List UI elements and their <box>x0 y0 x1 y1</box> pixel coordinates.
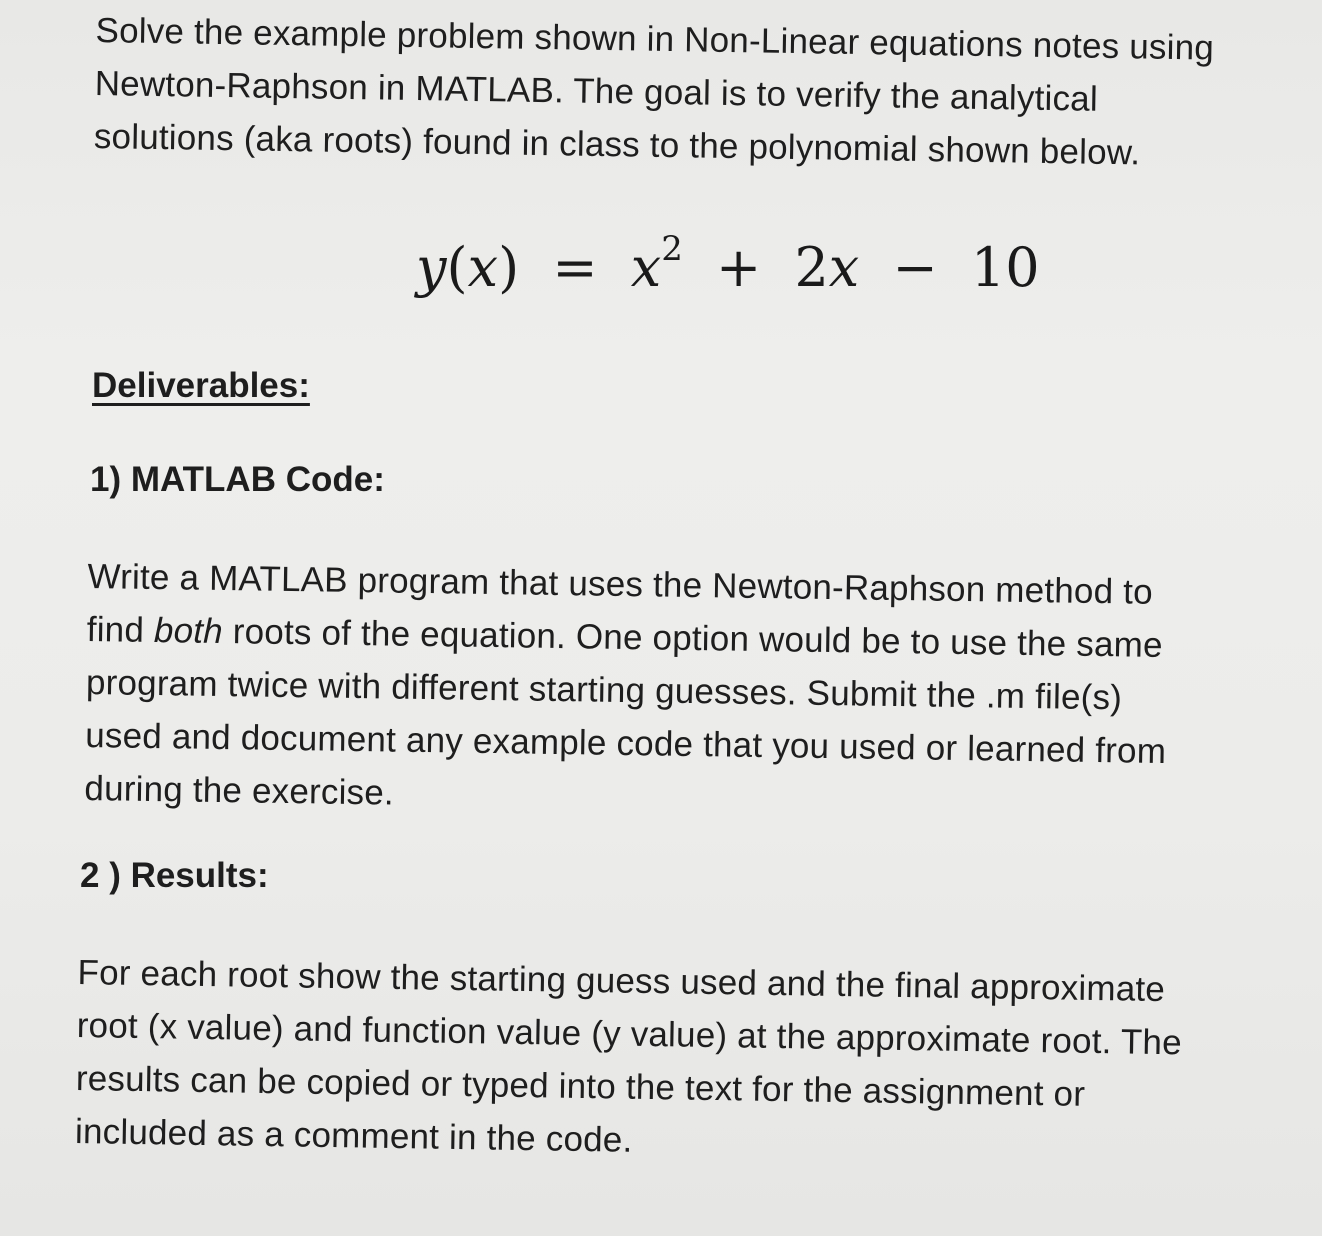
results-line: root (x value) and function value (y value) at the approximate root. The <box>76 1005 1183 1063</box>
equation-open-paren: ( <box>446 236 468 299</box>
equation-equals: = <box>552 236 598 299</box>
results-line: results can be copied or typed into the text for the assignment or <box>75 1058 1086 1114</box>
matlab-code-line: Write a MATLAB program that uses the Newton-Raphson method to <box>87 556 1154 612</box>
equation-constant: 10 <box>970 236 1040 299</box>
matlab-code-paragraph <box>84 550 1169 831</box>
results-line: For each root show the starting guess used and the final approximate <box>77 952 1166 1010</box>
deliverables-heading: Deliverables: <box>92 366 310 405</box>
emphasis-both: both <box>153 610 224 652</box>
results-heading: 2 ) Results: <box>80 856 269 895</box>
intro-line: Solve the example problem shown in Non-Linear equations notes using <box>95 10 1215 68</box>
equation-plus: + <box>716 236 762 299</box>
matlab-code-line: during the exercise. <box>84 768 395 813</box>
equation-lhs-variable: x <box>467 236 499 299</box>
equation-term2-coefficient: 2 <box>794 236 829 299</box>
results-line: included as a comment in the code. <box>74 1111 633 1160</box>
matlab-code-line: used and document any example code that you used or learned from <box>84 715 1167 772</box>
equation-function-name: y <box>416 236 447 299</box>
equation-exponent: 2 <box>661 229 683 269</box>
matlab-code-heading: 1) MATLAB Code: <box>90 460 385 499</box>
results-paragraph <box>75 946 1183 1175</box>
equation-close-paren: ) <box>498 236 520 299</box>
polynomial-equation <box>416 229 1040 299</box>
equation-minus: − <box>892 236 938 299</box>
equation-term2-variable: x <box>828 236 860 299</box>
matlab-code-line-end: roots of the equation. One option would be to use the same <box>222 612 1163 665</box>
matlab-code-line-start: find <box>86 609 155 650</box>
equation-term1-variable: x <box>630 236 662 299</box>
intro-line: solutions (aka roots) found in class to the polynomial shown below. <box>93 116 1141 173</box>
matlab-code-line: program twice with different starting guesses. Submit the .m file(s) <box>85 662 1123 718</box>
intro-line: Newton-Raphson in MATLAB. The goal is to verify the analytical <box>94 63 1099 119</box>
intro-paragraph <box>94 4 1215 181</box>
